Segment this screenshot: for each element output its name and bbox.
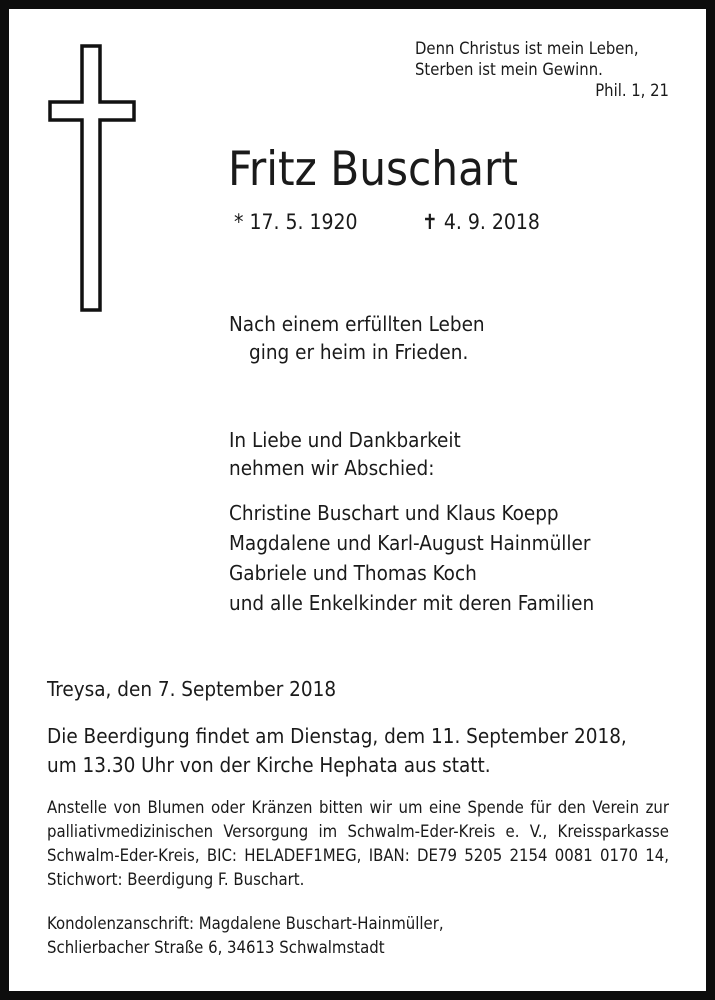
mourner-line: Christine Buschart und Klaus Koepp (229, 501, 559, 525)
farewell-text (229, 426, 461, 482)
funeral-notice (47, 722, 627, 780)
mourner-line: Magdalene und Karl-August Hainmüller (229, 531, 591, 555)
epitaph-line: ging er heim in Frieden. (249, 340, 469, 364)
condolence-line: Kondolenzanschrift: Magdalene Buschart-Hainmüller, (47, 914, 444, 933)
farewell-line: In Liebe und Dankbarkeit (229, 428, 461, 452)
funeral-line: um 13.30 Uhr von der Kirche Hephata aus statt. (47, 753, 491, 777)
condolence-address (47, 912, 444, 960)
donation-request: Anstelle von Blumen oder Kränzen bitten wir um eine Spende für den Verein zur palliativmedizinischen Versorgung im Schwalm-Eder-Kreis e. V., Kreissparkasse Schwalm-Eder-Kreis, BIC: HELADEF1MEG, IBAN: DE79 5205 2154 0081 0170 14, Stichwort: Beerdigung F. Buschart. (47, 798, 669, 889)
condolence-line: Schlierbacher Straße 6, 34613 Schwalmstadt (47, 938, 385, 957)
deceased-name: Fritz Buschart (228, 142, 518, 197)
farewell-line: nehmen wir Abschied: (229, 456, 435, 480)
bible-verse (349, 38, 669, 101)
birth-date: * 17. 5. 1920 (234, 210, 358, 234)
place-date: Treysa, den 7. September 2018 (47, 677, 337, 701)
life-dates (234, 208, 540, 236)
epitaph-line: Nach einem erfüllten Leben (229, 312, 485, 336)
mourner-line: Gabriele und Thomas Koch (229, 561, 477, 585)
epitaph (229, 310, 485, 366)
verse-line-2: Sterben ist mein Gewinn. (415, 60, 603, 79)
cross-icon (48, 44, 136, 312)
funeral-line: Die Beerdigung findet am Dienstag, dem 11. September 2018, (47, 724, 627, 748)
death-date: ✝ 4. 9. 2018 (422, 210, 540, 234)
mourners-list (229, 498, 594, 618)
verse-line-1: Denn Christus ist mein Leben, (415, 39, 639, 58)
mourner-line: und alle Enkelkinder mit deren Familien (229, 591, 595, 615)
verse-reference: Phil. 1, 21 (595, 81, 669, 100)
